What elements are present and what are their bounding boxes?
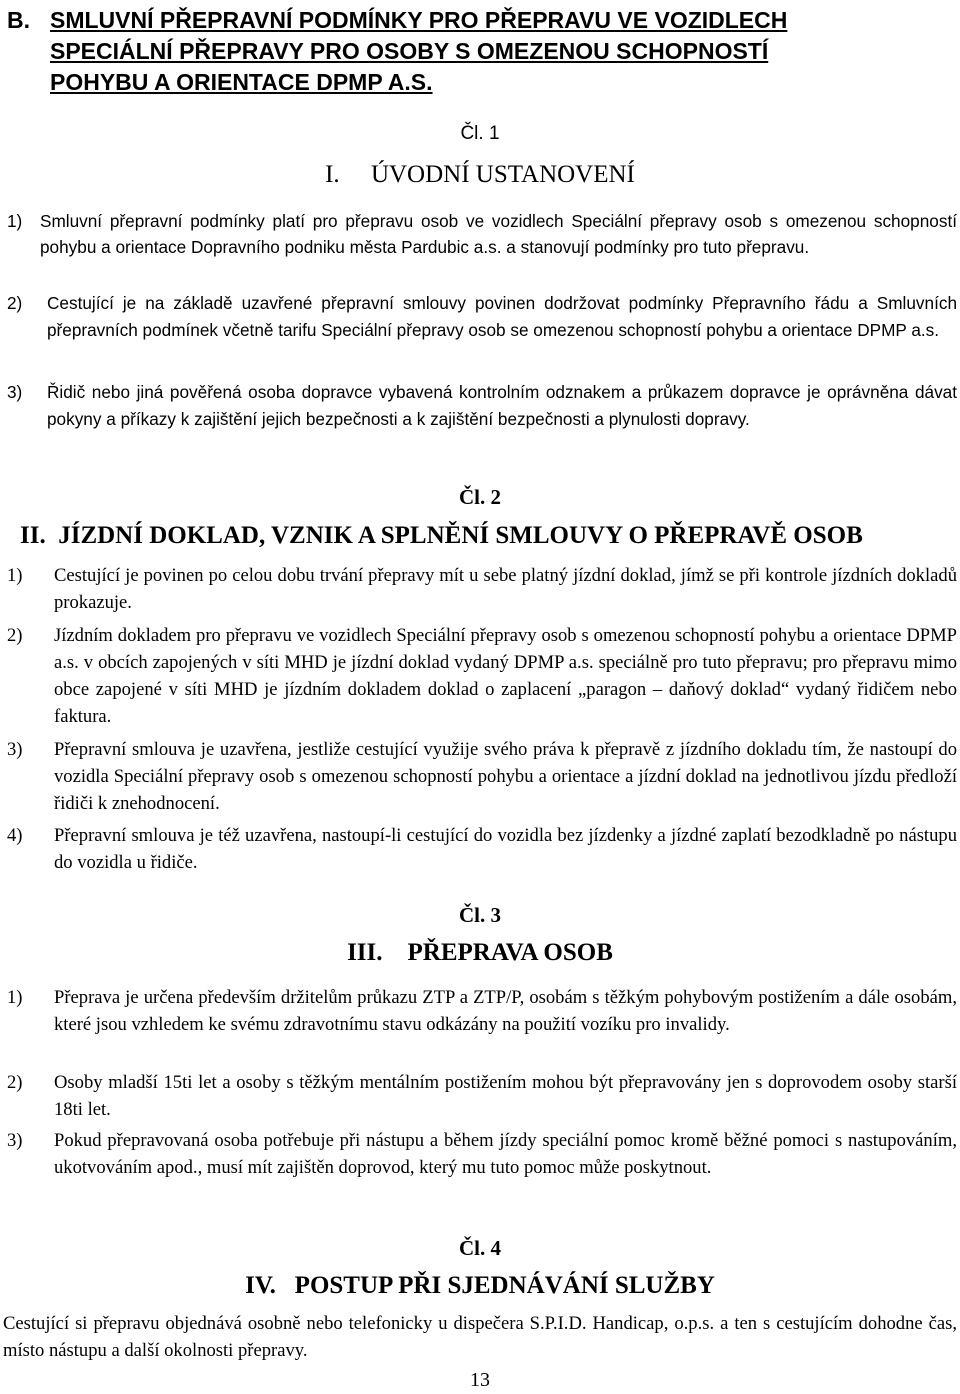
section-2-item-3	[7, 736, 957, 817]
article-3-label: Čl. 3	[459, 903, 501, 927]
item-number: 3)	[7, 1130, 23, 1151]
item-text: Cestující je povinen po celou dobu trvání přepravy mít u sebe platný jízdní doklad, jímž se při kontrole jízdních dokladů prokazuje.	[54, 565, 957, 613]
item-text: Smluvní přepravní podmínky platí pro přepravu osob ve vozidlech Speciální přepravy osob s omezenou schopností pohybu a orientace Dopravního podniku města Pardubic a.s. a stanovují podmínky pro tuto přepravu.	[40, 211, 957, 257]
article-2-label: Čl. 2	[459, 485, 501, 509]
section-1-heading	[260, 161, 700, 189]
section-3-item-3	[7, 1127, 957, 1181]
section-1-item-1	[7, 208, 957, 260]
header-line-2: SPECIÁLNÍ PŘEPRAVY PRO OSOBY S OMEZENOU SCHOPNOSTÍ	[50, 38, 769, 64]
section-4-title: POSTUP PŘI SJEDNÁVÁNÍ SLUŽBY	[294, 1272, 715, 1299]
section-3-number: III.	[347, 939, 383, 966]
section-2-title: JÍZDNÍ DOKLAD, VZNIK A SPLNĚNÍ SMLOUVY O PŘEPRAVĚ OSOB	[58, 522, 863, 549]
section-2-number: II.	[20, 522, 46, 549]
item-number: 1)	[7, 565, 23, 586]
article-1-label: Čl. 1	[460, 123, 500, 144]
header-line-1: SMLUVNÍ PŘEPRAVNÍ PODMÍNKY PRO PŘEPRAVU VE VOZIDLECH	[50, 7, 788, 33]
item-number: 1)	[7, 211, 23, 231]
item-number: 2)	[7, 293, 23, 313]
section-3-item-2	[7, 1069, 957, 1123]
section-1-number: I.	[325, 161, 340, 188]
page-number: 13	[470, 1369, 490, 1391]
section-4-heading	[0, 1272, 960, 1300]
item-number: 2)	[7, 1072, 23, 1093]
section-2-item-2	[7, 622, 957, 730]
item-number: 3)	[7, 382, 23, 402]
item-number: 1)	[7, 987, 23, 1008]
header-label: B.	[7, 7, 30, 33]
section-3-title: PŘEPRAVA OSOB	[407, 939, 613, 966]
item-text: Pokud přepravovaná osoba potřebuje při nástupu a během jízdy speciální pomoc kromě běžné pomoci s nastupováním, ukotvováním apod., musí mít zajištěn doprovod, který mu tuto pomoc může poskytnout.	[54, 1130, 957, 1178]
item-text: Přepravní smlouva je uzavřena, jestliže cestující využije svého práva k přepravě z jízdního dokladu tím, že nastoupí do vozidla Speciální přepravy osob s omezenou schopností pohybu a orientace a jízdní doklad na jednotlivou jízdu předloží řidiči k znehodnocení.	[54, 739, 957, 814]
article-4-label: Čl. 4	[459, 1236, 501, 1260]
item-text: Osoby mladší 15ti let a osoby s těžkým mentálním postižením mohou být přepravovány jen s doprovodem osoby starší 18ti let.	[54, 1072, 957, 1120]
section-1-title: ÚVODNÍ USTANOVENÍ	[370, 161, 635, 188]
section-3-item-1	[7, 984, 957, 1038]
section-4-paragraph	[3, 1310, 957, 1364]
section-2-heading	[20, 522, 960, 550]
item-text: Přeprava je určena především držitelům průkazu ZTP a ZTP/P, osobám s těžkým pohybovým postižením a dále osobám, které jsou vzhledem ke svému zdravotnímu stavu odkázány na použití vozíku pro invalidy.	[54, 987, 957, 1035]
section-1-item-2	[7, 290, 957, 344]
item-text: Přepravní smlouva je též uzavřena, nastoupí-li cestující do vozidla bez jízdenky a jízdné zaplatí bezodkladně po nástupu do vozidla u řidiče.	[54, 825, 957, 873]
section-1-item-3	[7, 379, 957, 433]
section-3-heading	[0, 939, 960, 967]
item-number: 2)	[7, 625, 23, 646]
item-text: Řidič nebo jiná pověřená osoba dopravce vybavená kontrolním odznakem a průkazem dopravce je oprávněna dávat pokyny a příkazy k zajištění jejich bezpečnosti a k zajištění bezpečnosti a plynulosti dopravy.	[47, 382, 957, 429]
header-line-3: POHYBU A ORIENTACE DPMP A.S.	[50, 69, 433, 95]
paragraph-text: Cestující si přepravu objednává osobně nebo telefonicky u dispečera S.P.I.D. Handicap, o.p.s. a ten s cestujícím dohodne čas, místo nástupu a další okolnosti přepravy.	[3, 1313, 957, 1361]
item-number: 3)	[7, 739, 23, 760]
section-2-item-1	[7, 562, 957, 616]
section-2-item-4	[7, 822, 957, 876]
item-text: Jízdním dokladem pro přepravu ve vozidlech Speciální přepravy osob s omezenou schopností pohybu a orientace DPMP a.s. v obcích zapojených v síti MHD je jízdní doklad vydaný DPMP a.s. speciálně pro tuto přepravu; pro přepravu mimo obce zapojené v síti MHD je jízdním dokladem doklad o zaplacení „paragon – daňový doklad“ vydaný řidičem nebo faktura.	[54, 625, 957, 727]
section-4-number: IV.	[245, 1272, 276, 1299]
item-number: 4)	[7, 825, 23, 846]
item-text: Cestující je na základě uzavřené přepravní smlouvy povinen dodržovat podmínky Přepravního řádu a Smluvních přepravních podmínek včetně tarifu Speciální přepravy osob se omezenou schopností pohybu a orientace DPMP a.s.	[47, 293, 957, 340]
